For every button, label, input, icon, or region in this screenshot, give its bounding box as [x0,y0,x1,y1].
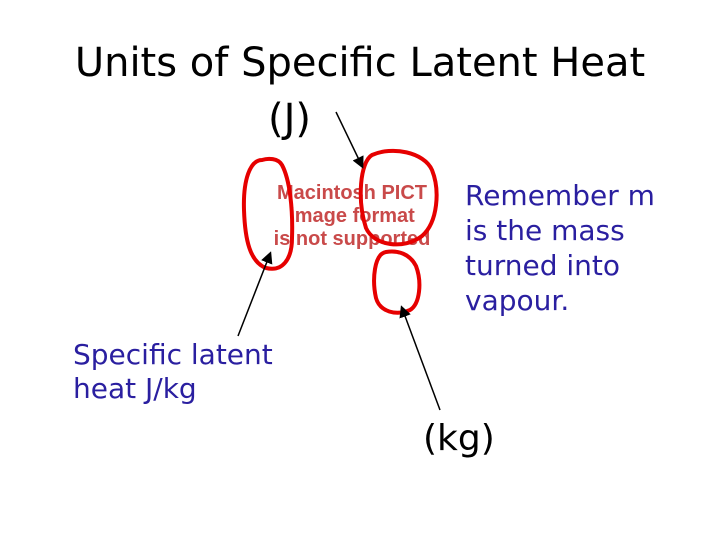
placeholder-line: image format [289,205,415,227]
note-line: Remember m [465,179,655,212]
note-line: vapour. [465,284,570,317]
arrow-joule [336,112,362,166]
placeholder-line: is not supported [273,228,431,250]
arrow-kg [402,308,440,410]
placeholder-line: Macintosh PICT [276,182,427,204]
label-line: heat J/kg [73,372,197,405]
arrow-specific-latent-heat [238,254,270,336]
mass-unit-label: (kg) [423,418,495,459]
annotation-circle-bottom [374,252,419,313]
slide-title-unit: (J) [268,96,312,142]
label-line: Specific latent [73,338,273,371]
slide-title: Units of Specific Latent Heat [74,40,646,86]
annotation-circle-top [361,151,437,245]
note-line: turned into [465,249,621,282]
annotation-circle-left [244,159,292,269]
note-line: is the mass [465,214,625,247]
